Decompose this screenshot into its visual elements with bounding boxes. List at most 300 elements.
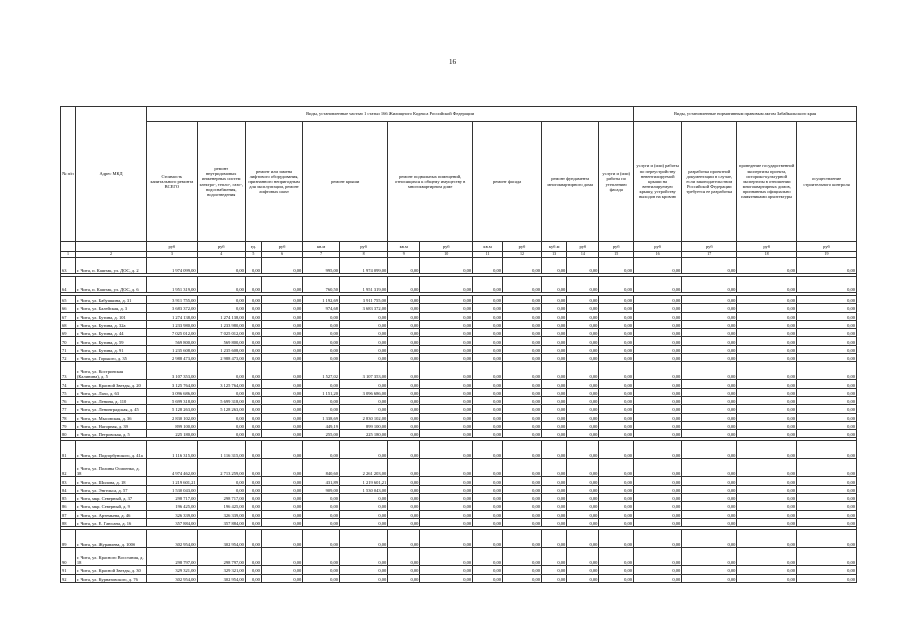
value-cell: 0,00 (473, 354, 503, 362)
address-cell: г. Чита, ул. Петровская, д. 5 (75, 430, 146, 438)
value-cell: 0,00 (567, 477, 599, 485)
total-cost-cell: 899 100,00 (147, 421, 198, 429)
value-cell: 0,00 (797, 296, 857, 304)
value-cell: 0,00 (261, 502, 302, 510)
value-cell: 0,00 (245, 477, 261, 485)
value-cell: 0,00 (420, 510, 473, 518)
value-cell: 0,00 (567, 362, 599, 380)
value-cell: 0,00 (197, 421, 245, 429)
column-header-row (61, 122, 857, 242)
value-cell: 0,00 (420, 459, 473, 477)
value-cell: 0,00 (388, 548, 420, 566)
value-cell: 0,00 (542, 530, 567, 548)
value-cell: 0,00 (502, 258, 541, 274)
table-row (61, 380, 857, 388)
value-cell: 0,00 (420, 277, 473, 293)
value-cell: 0,00 (473, 396, 503, 404)
value-cell: 0,00 (634, 477, 682, 485)
value-cell: 0,00 (737, 510, 797, 518)
value-cell: 0,00 (599, 296, 634, 304)
value-cell: 0,00 (261, 413, 302, 421)
value-cell: 0,00 (261, 441, 302, 459)
value-cell: 0,00 (682, 530, 737, 548)
value-cell: 5 699 318,00 (197, 396, 245, 404)
table-row (61, 345, 857, 353)
value-cell: 0,00 (599, 362, 634, 380)
value-cell: 0,00 (473, 518, 503, 526)
value-cell: 0,00 (542, 430, 567, 438)
group-header-row (61, 107, 857, 122)
column-index-cell: 16 (634, 252, 682, 258)
unit-cell: руб (737, 242, 797, 252)
table-row (61, 413, 857, 421)
value-cell: 0,00 (303, 405, 340, 413)
address-cell: г. Чита, п. Каштак, ул. ДОС, д. 6 (75, 277, 146, 293)
value-cell: 0,00 (420, 494, 473, 502)
value-cell: 0,00 (567, 258, 599, 274)
col-header-supervision: осуществление строительного контроля (797, 122, 857, 242)
value-cell: 0,00 (542, 258, 567, 274)
total-cost-cell: 7 025 012,00 (147, 329, 198, 337)
value-cell: 1 151,20 (303, 388, 340, 396)
total-cost-cell: 1 116 315,00 (147, 441, 198, 459)
value-cell: 0,00 (599, 430, 634, 438)
value-cell: 0,00 (599, 502, 634, 510)
table-row (61, 494, 857, 502)
value-cell: 0,00 (682, 477, 737, 485)
value-cell: 0,00 (797, 485, 857, 493)
value-cell: 0,00 (797, 277, 857, 293)
total-cost-cell: 1 235 608,00 (147, 345, 198, 353)
value-cell: 0,00 (737, 396, 797, 404)
value-cell: 0,00 (473, 413, 503, 421)
value-cell: 0,00 (388, 574, 420, 582)
value-cell: 0,00 (303, 548, 340, 566)
value-cell: 0,00 (245, 396, 261, 404)
value-cell: 0,00 (261, 296, 302, 304)
value-cell: 0,00 (599, 312, 634, 320)
value-cell: 0,00 (634, 296, 682, 304)
value-cell: 0,00 (303, 354, 340, 362)
value-cell: 0,00 (542, 502, 567, 510)
value-cell: 0,00 (502, 502, 541, 510)
value-cell: 0,00 (634, 502, 682, 510)
value-cell: 0,00 (797, 388, 857, 396)
row-number: 92 (61, 574, 76, 582)
value-cell: 0,00 (567, 277, 599, 293)
value-cell: 0,00 (542, 459, 567, 477)
value-cell: 0,00 (682, 421, 737, 429)
col-header-design-docs: разработка проектной документации в случае, если законодательством Российской Федерации требуется ее разработка (682, 122, 737, 242)
value-cell: 0,00 (420, 396, 473, 404)
value-cell: 0,00 (737, 477, 797, 485)
address-cell: г. Чита, ул. Костринская (Калинина), д. 5 (75, 362, 146, 380)
unit-cell: руб (682, 242, 737, 252)
value-cell: 0,00 (737, 485, 797, 493)
value-cell: 0,00 (542, 485, 567, 493)
value-cell: 0,00 (502, 430, 541, 438)
value-cell: 0,00 (567, 296, 599, 304)
table-row (61, 354, 857, 362)
column-index-cell: 3 (147, 252, 198, 258)
value-cell: 0,00 (388, 258, 420, 274)
value-cell: 0,00 (420, 548, 473, 566)
unit-cell: руб (339, 242, 387, 252)
value-cell: 0,00 (682, 388, 737, 396)
value-cell: 1 974 099,00 (339, 258, 387, 274)
value-cell: 0,00 (682, 329, 737, 337)
value-cell: 0,00 (502, 380, 541, 388)
value-cell: 0,00 (737, 430, 797, 438)
value-cell: 0,00 (542, 494, 567, 502)
value-cell: 0,00 (599, 354, 634, 362)
value-cell: 0,00 (420, 405, 473, 413)
value-cell: 0,00 (737, 413, 797, 421)
value-cell: 0,00 (245, 430, 261, 438)
value-cell: 0,00 (567, 518, 599, 526)
value-cell: 0,00 (542, 518, 567, 526)
value-cell: 0,00 (261, 518, 302, 526)
value-cell: 0,00 (797, 380, 857, 388)
value-cell: 0,00 (567, 345, 599, 353)
total-cost-cell: 2 988 473,00 (147, 354, 198, 362)
value-cell: 0,00 (473, 329, 503, 337)
value-cell: 0,00 (420, 530, 473, 548)
value-cell: 0,00 (682, 566, 737, 574)
column-index-cell: 4 (197, 252, 245, 258)
address-cell: г. Чита, ул. Полины Осипенко, д. 38 (75, 459, 146, 477)
value-cell: 0,00 (797, 494, 857, 502)
value-cell: 0,00 (261, 574, 302, 582)
value-cell: 0,00 (737, 329, 797, 337)
row-number: 66 (61, 304, 76, 312)
value-cell: 0,00 (420, 388, 473, 396)
value-cell: 0,00 (502, 362, 541, 380)
value-cell: 0,00 (388, 530, 420, 548)
unit-cell: руб (502, 242, 541, 252)
value-cell: 0,00 (682, 320, 737, 328)
value-cell: 0,00 (388, 510, 420, 518)
value-cell: 3 683 372,00 (339, 304, 387, 312)
table-row (61, 510, 857, 518)
value-cell: 0,00 (339, 494, 387, 502)
value-cell: 0,00 (797, 337, 857, 345)
value-cell: 0,00 (502, 441, 541, 459)
value-cell: 0,00 (542, 312, 567, 320)
value-cell: 0,00 (599, 518, 634, 526)
value-cell: 0,00 (634, 362, 682, 380)
value-cell: 0,00 (797, 405, 857, 413)
value-cell: 0,00 (261, 329, 302, 337)
value-cell: 0,00 (797, 502, 857, 510)
value-cell: 569 800,00 (197, 337, 245, 345)
value-cell: 0,00 (197, 485, 245, 493)
value-cell: 0,00 (634, 405, 682, 413)
value-cell: 0,00 (542, 354, 567, 362)
value-cell: 0,00 (197, 296, 245, 304)
value-cell: 0,00 (197, 362, 245, 380)
value-cell: 0,00 (420, 430, 473, 438)
value-cell: 0,00 (542, 388, 567, 396)
row-number: 64 (61, 277, 76, 293)
row-number: 63 (61, 258, 76, 274)
value-cell: 357 884,00 (197, 518, 245, 526)
value-cell: 0,00 (420, 329, 473, 337)
total-cost-cell: 1 951 319,00 (147, 277, 198, 293)
value-cell: 1 951 319,00 (339, 277, 387, 293)
value-cell: 196 425,00 (197, 502, 245, 510)
value-cell: 0,00 (737, 345, 797, 353)
table-row (61, 518, 857, 526)
value-cell: 0,00 (197, 277, 245, 293)
value-cell: 0,00 (502, 396, 541, 404)
address-cell: г. Чита, ул. Мысовская, д. 36 (75, 413, 146, 421)
value-cell: 0,00 (682, 304, 737, 312)
value-cell: 0,00 (502, 459, 541, 477)
value-cell: 0,00 (245, 421, 261, 429)
value-cell: 5 128 263,00 (197, 405, 245, 413)
unit-cell: руб (797, 242, 857, 252)
value-cell: 0,00 (339, 312, 387, 320)
value-cell: 0,00 (567, 329, 599, 337)
table-row (61, 405, 857, 413)
value-cell: 0,00 (599, 494, 634, 502)
value-cell: 0,00 (567, 441, 599, 459)
value-cell: 0,00 (245, 362, 261, 380)
value-cell: 0,00 (737, 548, 797, 566)
unit-cell: руб (567, 242, 599, 252)
value-cell: 0,00 (261, 277, 302, 293)
row-number: 72 (61, 354, 76, 362)
value-cell: 0,00 (599, 258, 634, 274)
value-cell: 0,00 (567, 510, 599, 518)
value-cell: 298 717,00 (197, 494, 245, 502)
value-cell: 0,00 (245, 296, 261, 304)
value-cell: 0,00 (797, 304, 857, 312)
value-cell: 0,00 (388, 485, 420, 493)
table-body (61, 258, 857, 583)
value-cell: 0,00 (261, 421, 302, 429)
value-cell: 0,00 (473, 510, 503, 518)
value-cell: 0,00 (420, 441, 473, 459)
column-index-cell: 11 (473, 252, 503, 258)
value-cell: 0,00 (388, 413, 420, 421)
value-cell: 0,00 (339, 441, 387, 459)
value-cell: 0,00 (737, 320, 797, 328)
value-cell: 0,00 (388, 312, 420, 320)
column-index-cell: 19 (797, 252, 857, 258)
column-index-cell: 9 (388, 252, 420, 258)
value-cell: 0,00 (245, 441, 261, 459)
value-cell: 0,00 (420, 345, 473, 353)
value-cell: 0,00 (682, 345, 737, 353)
value-cell: 0,00 (737, 441, 797, 459)
value-cell: 0,00 (502, 510, 541, 518)
total-cost-cell: 5 699 318,00 (147, 396, 198, 404)
row-number: 70 (61, 337, 76, 345)
value-cell: 0,00 (599, 277, 634, 293)
value-cell: 1 338,69 (303, 413, 340, 421)
value-cell: 0,00 (634, 312, 682, 320)
unit-cell: кв.м (388, 242, 420, 252)
value-cell: 0,00 (473, 277, 503, 293)
value-cell: 0,00 (797, 312, 857, 320)
address-cell: г. Чита, ул. Журавлева, д. 100б (75, 530, 146, 548)
value-cell: 0,00 (245, 312, 261, 320)
row-number: 88 (61, 518, 76, 526)
value-cell: 0,00 (339, 380, 387, 388)
col-header-foundation: ремонт фундамента многоквартирного дома (542, 122, 599, 242)
value-cell: 0,00 (245, 337, 261, 345)
address-cell: г. Чита, ул. Бутина, д. 32а (75, 320, 146, 328)
total-cost-cell: 1 274 138,00 (147, 312, 198, 320)
value-cell: 0,00 (682, 459, 737, 477)
column-index-cell: 10 (420, 252, 473, 258)
value-cell: 0,00 (634, 354, 682, 362)
value-cell: 0,00 (567, 396, 599, 404)
value-cell: 0,00 (567, 312, 599, 320)
value-cell: 225 180,00 (339, 430, 387, 438)
address-cell: г. Чита, ул. Горького, д. 35 (75, 354, 146, 362)
value-cell: 0,00 (542, 566, 567, 574)
value-cell: 0,00 (634, 388, 682, 396)
value-cell: 0,00 (339, 405, 387, 413)
value-cell: 0,00 (797, 566, 857, 574)
value-cell: 0,00 (245, 530, 261, 548)
total-cost-cell: 3 107 353,00 (147, 362, 198, 380)
value-cell: 0,00 (261, 459, 302, 477)
value-cell: 0,00 (420, 337, 473, 345)
table-row (61, 329, 857, 337)
value-cell: 0,00 (502, 413, 541, 421)
value-cell: 0,00 (737, 258, 797, 274)
table-row (61, 388, 857, 396)
value-cell: 0,00 (682, 502, 737, 510)
page-number: 16 (449, 58, 456, 66)
total-cost-cell: 3 096 686,00 (147, 388, 198, 396)
table-row (61, 485, 857, 493)
col-header-roof-conversion: услуги и (или) работы по переустройству невентилируемой крыши на вентилируемую крышу, устройству выходов на кровлю (634, 122, 682, 242)
row-number: 67 (61, 312, 76, 320)
value-cell: 0,00 (599, 329, 634, 337)
value-cell: 0,00 (737, 354, 797, 362)
value-cell: 3 096 686,00 (339, 388, 387, 396)
value-cell: 0,00 (634, 337, 682, 345)
address-cell: г. Чита, ул. Бутина, д. 59 (75, 337, 146, 345)
value-cell: 0,00 (634, 277, 682, 293)
total-cost-cell: 357 884,00 (147, 518, 198, 526)
value-cell: 0,00 (599, 548, 634, 566)
value-cell: 0,00 (797, 329, 857, 337)
address-cell: г. Чита, ул. Бутина, д. 101 (75, 312, 146, 320)
value-cell: 0,00 (420, 485, 473, 493)
value-cell: 0,00 (473, 337, 503, 345)
value-cell: 909,00 (303, 485, 340, 493)
value-cell: 0,00 (197, 477, 245, 485)
value-cell: 0,00 (303, 494, 340, 502)
address-cell: г. Чита, ул. Бутина, д. 44 (75, 329, 146, 337)
col-header-elevator: ремонт или замена лифтового оборудования, признанного непригодным для эксплуатации, ремонт лифтовых шахт (245, 122, 302, 242)
value-cell: 0,00 (502, 477, 541, 485)
value-cell: 0,00 (261, 388, 302, 396)
column-index-cell: 18 (737, 252, 797, 258)
value-cell: 0,00 (682, 430, 737, 438)
value-cell: 0,00 (339, 502, 387, 510)
value-cell: 0,00 (261, 548, 302, 566)
value-cell: 0,00 (502, 518, 541, 526)
value-cell: 0,00 (473, 296, 503, 304)
value-cell: 302 954,00 (197, 530, 245, 548)
value-cell: 0,00 (634, 510, 682, 518)
value-cell: 0,00 (388, 566, 420, 574)
value-cell: 0,00 (303, 574, 340, 582)
value-cell: 0,00 (502, 548, 541, 566)
value-cell: 0,00 (245, 566, 261, 574)
value-cell: 0,00 (502, 312, 541, 320)
value-cell: 0,00 (388, 337, 420, 345)
value-cell: 0,00 (261, 345, 302, 353)
value-cell: 0,00 (261, 320, 302, 328)
value-cell: 0,00 (567, 494, 599, 502)
unit-cell: руб (420, 242, 473, 252)
value-cell: 0,00 (420, 362, 473, 380)
value-cell: 0,00 (420, 421, 473, 429)
value-cell: 1 219 601,21 (339, 477, 387, 485)
value-cell: 0,00 (634, 566, 682, 574)
value-cell: 0,00 (473, 320, 503, 328)
value-cell: 0,00 (473, 566, 503, 574)
address-cell: г. Чита, ул. Шилова, д. 18 (75, 477, 146, 485)
unit-cell: руб (261, 242, 302, 252)
value-cell: 0,00 (542, 362, 567, 380)
total-cost-cell: 326 339,00 (147, 510, 198, 518)
table-row (61, 304, 857, 312)
value-cell: 255,00 (303, 430, 340, 438)
value-cell: 0,00 (502, 296, 541, 304)
column-index-cell: 1 (61, 252, 76, 258)
value-cell: 0,00 (303, 518, 340, 526)
value-cell: 0,00 (388, 354, 420, 362)
col-header-expertise: проведение государственной экспертизы проекта, историко-культурной экспертизы в отношении многоквартирных домов, признанных официально памятниками архитектуры (737, 122, 797, 242)
value-cell: 0,00 (261, 530, 302, 548)
address-cell: г. Чита, ул. Ленинградская, д. 45 (75, 405, 146, 413)
row-number: 82 (61, 459, 76, 477)
value-cell: 0,00 (197, 304, 245, 312)
value-cell: 0,00 (473, 430, 503, 438)
value-cell: 0,00 (420, 320, 473, 328)
value-cell: 0,00 (420, 312, 473, 320)
total-cost-cell: 298 797,00 (147, 548, 198, 566)
value-cell: 0,00 (797, 354, 857, 362)
address-cell: г. Чита, ул. Красной Звезды, д. 20 (75, 380, 146, 388)
row-number: 87 (61, 510, 76, 518)
value-cell: 0,00 (542, 320, 567, 328)
value-cell: 0,00 (599, 477, 634, 485)
value-cell: 0,00 (634, 421, 682, 429)
value-cell: 1 235 608,00 (197, 345, 245, 353)
value-cell: 0,00 (599, 405, 634, 413)
value-cell: 0,00 (599, 337, 634, 345)
value-cell: 0,00 (245, 380, 261, 388)
value-cell: 0,00 (682, 296, 737, 304)
value-cell: 0,00 (797, 530, 857, 548)
value-cell: 1 527,02 (303, 362, 340, 380)
value-cell: 0,00 (682, 518, 737, 526)
table-row (61, 296, 857, 304)
value-cell: 0,00 (473, 380, 503, 388)
value-cell: 3 125 764,00 (197, 380, 245, 388)
value-cell: 0,00 (567, 548, 599, 566)
